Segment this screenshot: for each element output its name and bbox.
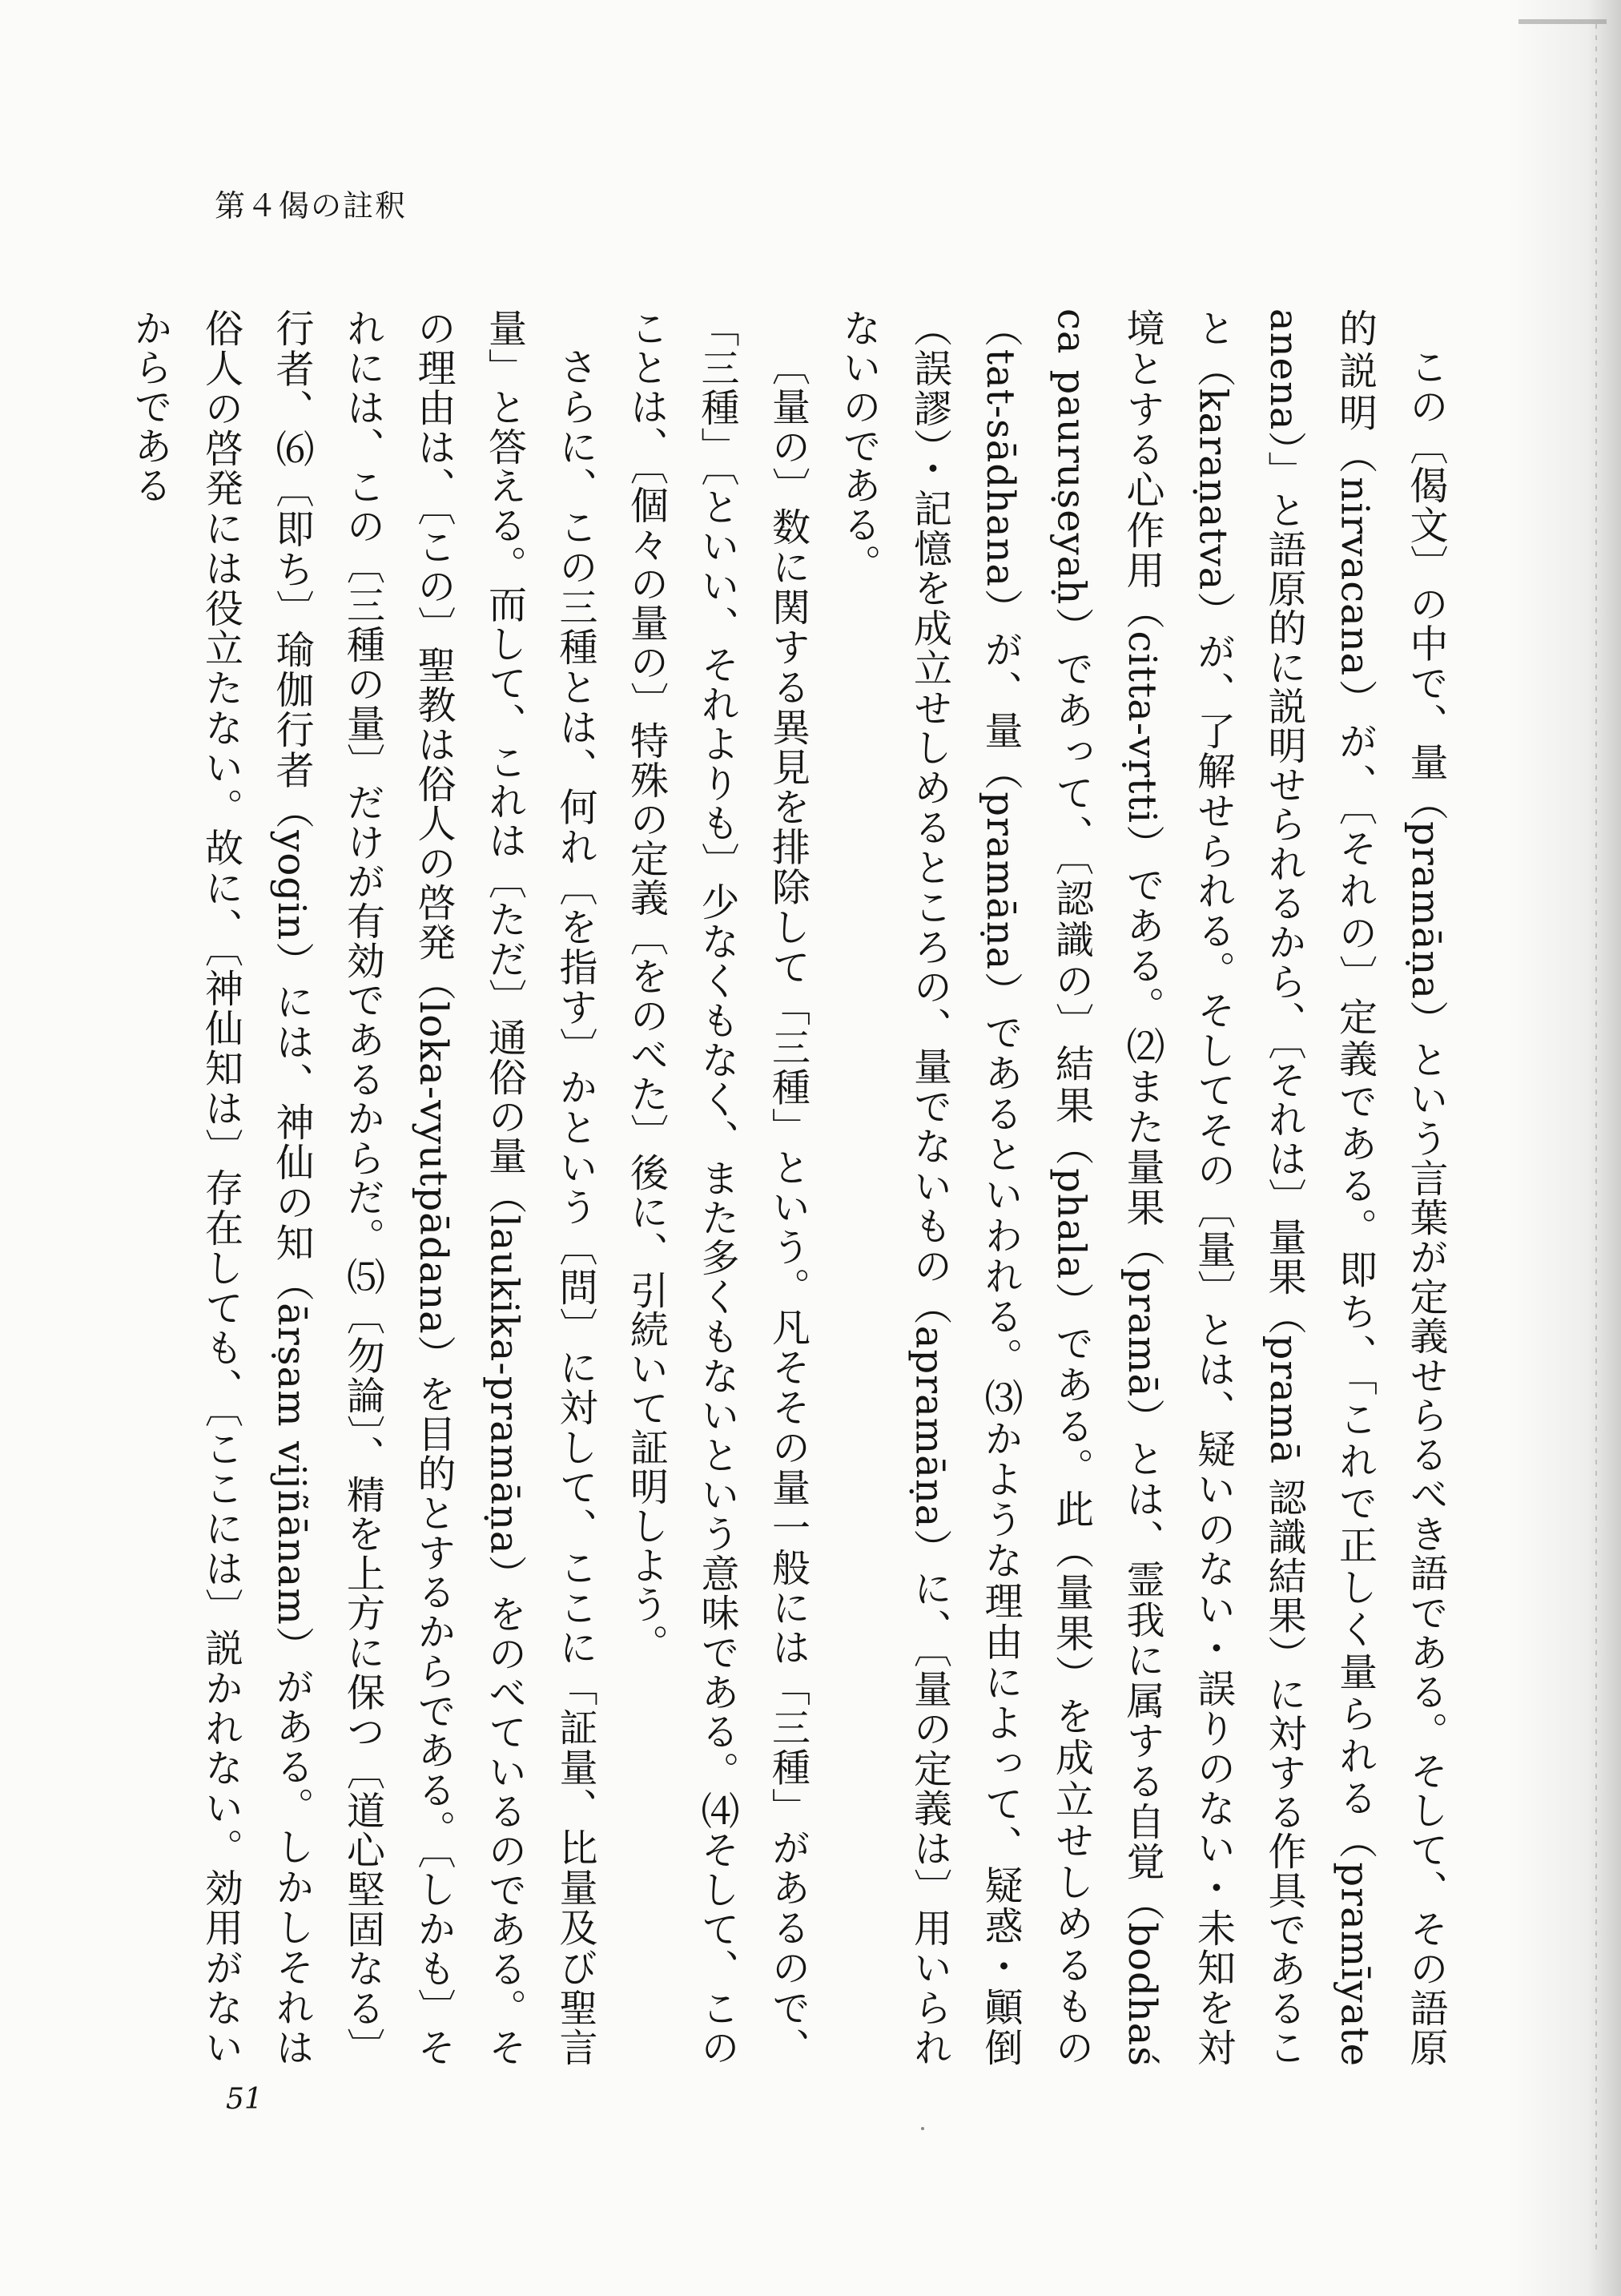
paragraph-2: 〔量の〕数に関する異見を排除して「三種」という。凡そその量一般には「三種」があるので、「三種」〔といい、それよりも〕少なくもなく、また多くもないという意味である。⑷そして、このことは、〔個々の量の〕特殊の定義〔をのべた〕後に、引続いて証明しよう。: [623, 308, 810, 2067]
page-corner-mark: [1518, 19, 1607, 24]
stray-mark: [921, 2127, 924, 2130]
paragraph-3: さらに、この三種とは、何れ〔を指す〕かという〔問〕に対して、ここに「証量、比量及び聖言量」と答える。而して、これは〔ただ〕通俗の量（laukika-pramāṇa）をのべているのである。その理由は、〔この〕聖教は俗人の啓発（loka-vyutpādana）を目的とするからである。〔しかも〕それには、この〔三種の量〕だけが有効であるからだ。⑸〔勿論〕、精を上方に保つ〔道心堅固なる〕行者、⑹〔即ち〕瑜伽行者（yogin）には、神仙の知（ārṣam vijñānam）がある。しかしそれは俗人の啓発には役立たない。故に、〔神仙知は〕存在しても、〔ここには〕説かれない。効用がないからである: [127, 308, 597, 2067]
page-edge-shadow: [1509, 0, 1621, 2296]
running-head: 第４偈の註釈: [215, 188, 408, 224]
page-edge-line: [1595, 24, 1597, 2251]
body-text: [127, 308, 1461, 2067]
page-number: 51: [226, 2083, 263, 2116]
paragraph-1: この〔偈文〕の中で、量（pramāṇa）という言葉が定義せらるべき語である。そして、その語原的説明（nirvacana）が、〔それの〕定義である。即ち、「これで正しく量られる（pramīyate anena）」と語原的に説明せられるから、〔それは〕量果（pramā 認識結果）に対する作具であること（karaṇatva）が、了解せられる。そしてその〔量〕とは、疑いのない・誤りのない・未知を対境とする心作用（citta-vṛtti）である。⑵また量果（pramā）とは、霊我に属する自覚（bodhaś ca pauruṣeyaḥ）であって、〔認識の〕結果（phala）である。此（量果）を成立せしめるもの（tat-sādhana）が、量（pramāṇa）であるといわれる。⑶かような理由によって、疑惑・顚倒（誤謬）・記憶を成立せしめるところの、量でないもの（apramāṇa）に、〔量の定義は〕用いられないのである。: [836, 308, 1448, 2067]
